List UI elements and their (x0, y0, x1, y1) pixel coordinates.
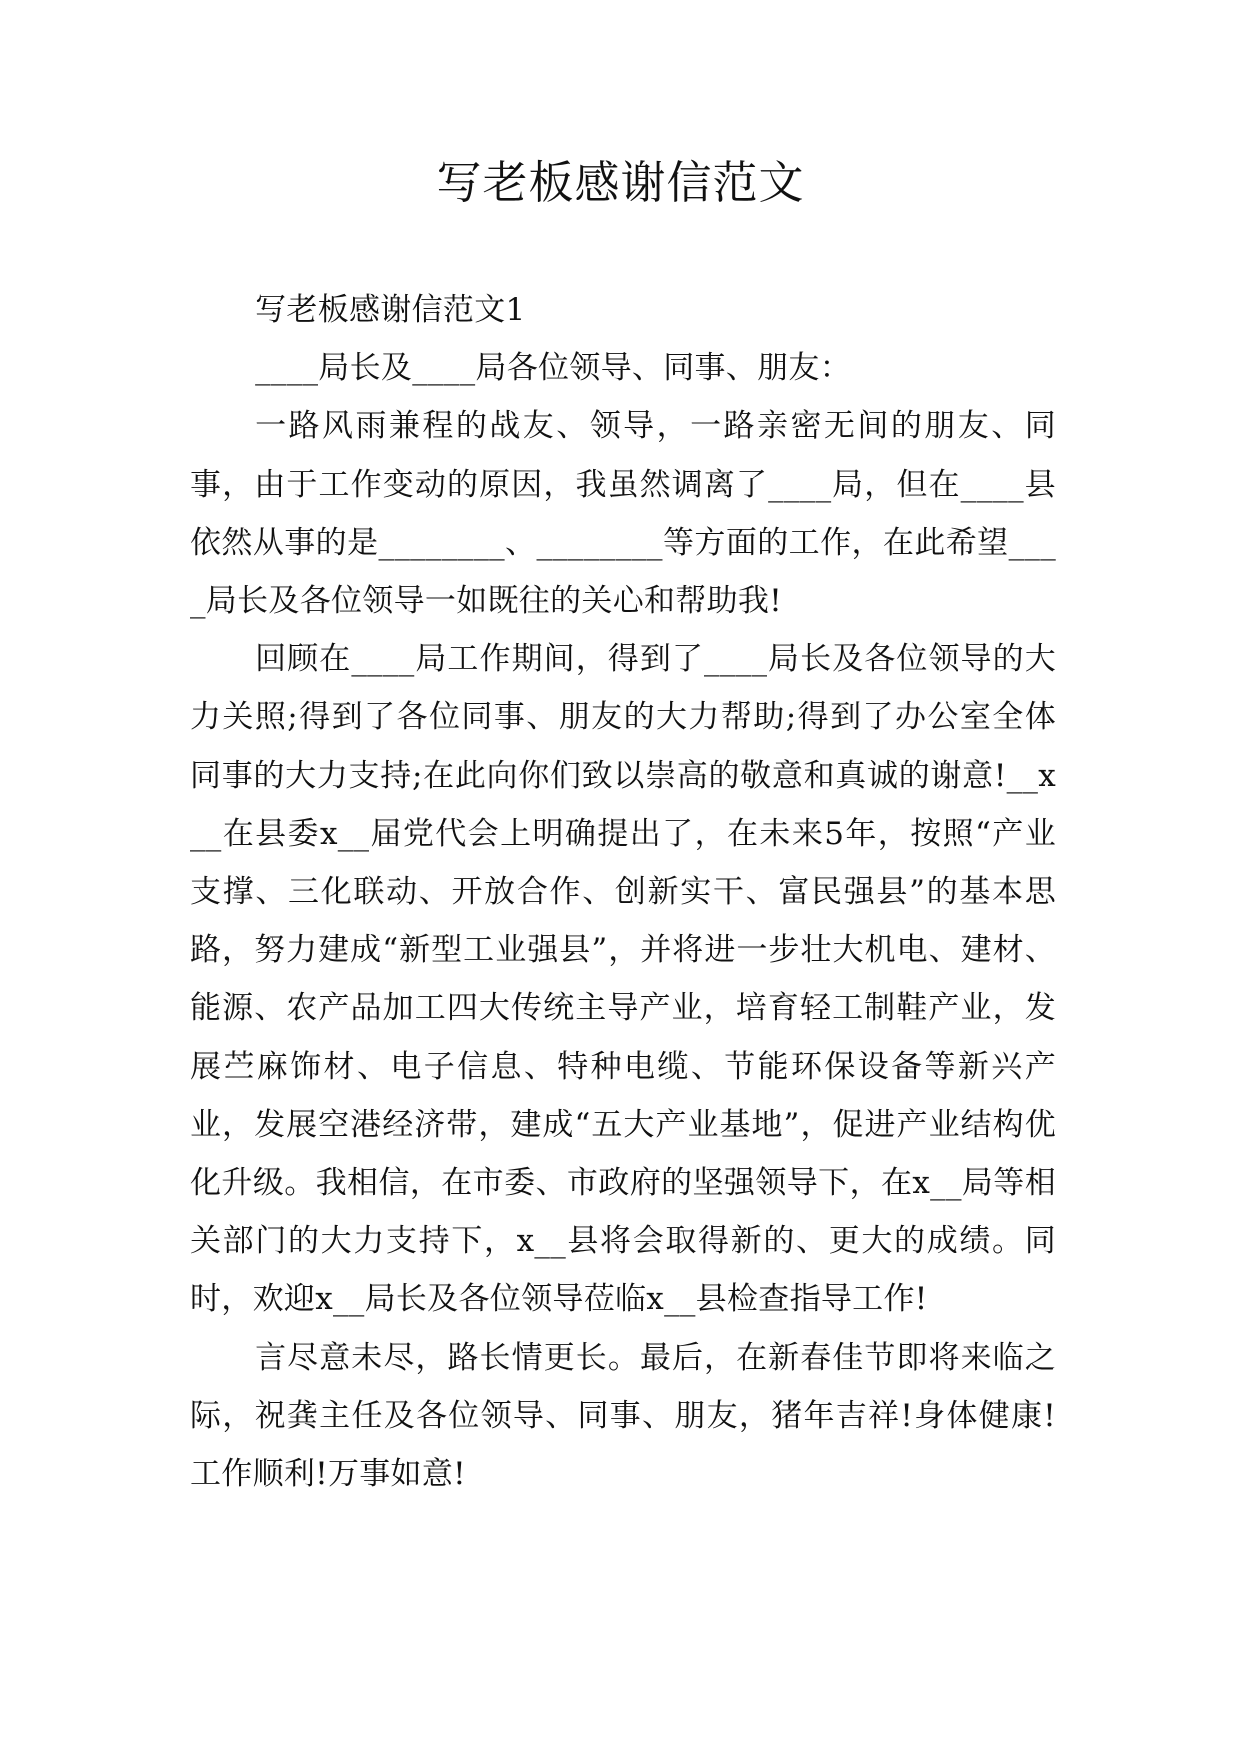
section-heading: 写老板感谢信范文1 (255, 292, 526, 328)
closing-paragraph: 言尽意未尽，路长情更长。最后，在新春佳节即将来临之际，祝龚主任及各位领导、同事、朋友，猪年吉祥!身体健康!工作顺利!万事如意! (190, 1339, 1056, 1493)
document-title: 写老板感谢信范文 (436, 156, 805, 209)
body-paragraph: 回顾在____局工作期间，得到了____局长及各位领导的大力关照;得到了各位同事、朋友的大力帮助;得到了办公室全体同事的大力支持;在此向你们致以崇高的敬意和真诚的谢意!__x__在县委x__届党代会上明确提出了，在未来5年，按照“产业支撑、三化联动、开放合作、创新实干、富民强县”的基本思路，努力建成“新型工业强县”，并将进一步壮大机电、建材、能源、农产品加工四大传统主导产业，培育轻工制鞋产业，发展苎麻饰材、电子信息、特种电缆、节能环保设备等新兴产业，发展空港经济带，建成“五大产业基地”，促进产业结构优化升级。我相信，在市委、市政府的坚强领导下，在x__局等相关部门的大力支持下，x__县将会取得新的、更大的成绩。同时，欢迎x__局长及各位领导莅临x__县检查指导工作! (190, 641, 1056, 1318)
body-paragraph: 一路风雨兼程的战友、领导，一路亲密无间的朋友、同事，由于工作变动的原因，我虽然调离了____局，但在____县依然从事的是________、________等方面的工作，在此希望____局长及各位领导一如既往的关心和帮助我! (190, 408, 1056, 620)
document-body (190, 281, 1056, 1503)
salutation: ____局长及____局各位领导、同事、朋友： (255, 350, 851, 387)
